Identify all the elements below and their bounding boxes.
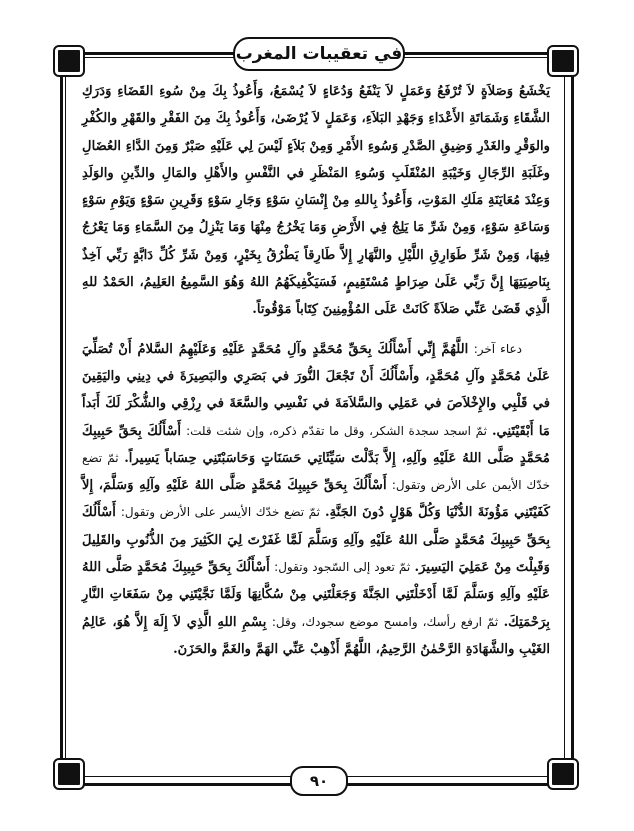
corner-ornament-icon [549, 760, 577, 788]
corner-ornament-icon [55, 47, 83, 75]
paragraph-supplication: يَخْشَعُ وَصَلاَةٍ لاَ تُرْفَعُ وَعَمَلٍ لاَ يَنْفَعُ وَدُعَاءٍ لاَ يُسْمَعُ، وَأَعُوذُ بِكَ مِنْ سُوءِ القَضَاءِ وَدَرَكِ الشَّقَاءِ وَشَمَاتَةِ الأَعْدَاءِ وَجَهْدِ البَلاَءِ، وَعَمَلٍ لاَ يُرْضَىٰ، وَأَعُوذُ بِكَ مِنَ الفَقْرِ والقَهْرِ والكُفْرِ والوَقْرِ والغَدْرِ وَضِيقِ الصَّدْرِ وَسُوءِ الأَمْرِ وَمِنْ بَلاَءٍ لَيْسَ لِي عَلَيْهِ صَبْرٌ وَمِنَ الدَّاءِ العُضَالِ وغَلَبَةِ الرِّجَالِ وَخَيْبَةِ المُنْقَلَبِ وَسُوءِ المَنْظَرِ في النَّفْسِ والأَهْلِ والمَالِ والدِّينِ والوَلَدِ وَعِنْدَ مُعَايَنَةِ مَلَكِ المَوْتِ، وَأَعُوذُ بِاللهِ مِنْ إِنْسَانِ سَوْءٍ وَجَارِ سَوْءٍ وَقَرِينِ سَوْءٍ وَيَوْمِ سَوْءٍ وَسَاعَةِ سَوْءٍ، وَمِنْ شَرِّ مَا يَلِجُ فِي الأَرْضِ وَمَا يَخْرُجُ مِنْهَا وَمَا يَنْزِلُ مِنَ السَّمَاءِ وَمَا يَعْرُجُ فِيهَا، وَمِنْ شَرِّ طَوَارِقِ اللَّيْلِ والنَّهَارِ إِلاَّ طَارِقاً يَطْرُقُ بِخَيْرٍ، وَمِنْ شَرِّ كُلِّ دَابَّةٍ رَبِّي آخِذٌ بِنَاصِيَتِهَا إِنَّ رَبِّي عَلَىٰ صِرَاطٍ مُسْتَقِيمٍ، فَسَيَكْفِيكَهُمُ اللهُ وَهُوَ السَّمِيعُ العَلِيمُ، الحَمْدُ للهِ الَّذِي قَضَىٰ عَنِّي صَلاَةً كَانَتْ عَلَى المُؤْمِنِينَ كِتَاباً مَوْقُوتاً. [82, 84, 550, 318]
page-title [233, 37, 405, 71]
instruction-text: ثمّ تضع خدّك الأيمن على الأرض وتقول: [82, 450, 550, 493]
page-number [290, 766, 348, 796]
supplication-text: أَسْأَلُكَ بِحَقِّ حَبِيبِكَ مُحَمَّدٍ صَلَّى اللهُ عَلَيْهِ وآلِهِ وَسَلَّمَ لَمَّا غَفَرْتَ لِيَ الكَثِيرَ مِنَ الذُّنُوبِ والقَلِيلَ وَقَبِلْتَ مِنْ عَمَلِيَ اليَسِيرَ. [82, 505, 550, 576]
page-number-text: ٩٠ [309, 772, 329, 790]
corner-ornament-icon [549, 47, 577, 75]
supplication-text: أَسْأَلُكَ بِحَقِّ حَبِيبِكَ مُحَمَّدٍ صَلَّى اللهُ عَلَيْهِ وآلِهِ وَسَلَّمَ لَمَّا أَدْخَلْتَنِي الجَنَّةَ وَجَعَلْتَنِي مِنْ سُكَّانِهَا وَلَمَّا نَجَّيْتَنِي مِنْ سَفَعَاتِ النَّارِ بِرَحْمَتِكَ. [82, 560, 550, 630]
supplication-text: بِسْمِ اللهِ الَّذِي لاَ إِلَهَ إِلاَّ هُوَ، عَالِمُ الغَيْبِ والشَّهَادَةِ الرَّحْمٰنُ الرَّحِيمُ، اللَّهُمَّ أَذْهِبْ عَنِّي الهَمَّ والغَمَّ والحَزَنَ. [82, 614, 550, 657]
page-content [82, 78, 550, 663]
paragraph-another-supplication [82, 336, 550, 664]
intro-label: دعاء آخر: [473, 341, 522, 356]
instruction-text: ثمّ اسجد سجدة الشكر، وقل ما تقدّم ذكره، وإن شئت قلت: [186, 423, 487, 438]
instruction-text: ثمّ تعود إلى السّجود وتقول: [274, 560, 411, 575]
corner-ornament-icon [55, 760, 83, 788]
page-title-text: في تعقيبات المغرب [235, 44, 403, 64]
instruction-text: ثمّ ارفع رأسك، وامسح موضع سجودك، وقل: [271, 614, 499, 629]
supplication-text: أَسْأَلُكَ بِحَقِّ حَبِيبِكَ مُحَمَّدٍ صَلَّى اللهُ عَلَيْهِ وآلِهِ وَسَلَّمَ، إِلاَّ كَفَيْتَنِي مَؤُونَةَ الدُّنْيَا وَكُلَّ هَوْلٍ دُونَ الجَنَّةِ. [82, 478, 550, 521]
supplication-text: أَسْأَلُكَ بِحَقِّ حَبِيبِكَ مُحَمَّدٍ صَلَّى اللهُ عَلَيْهِ وآلِهِ، إِلاَّ بَدَّلْتَ سَيِّئَاتِي حَسَنَاتٍ وَحَاسَبْتَنِي حِسَاباً يَسِيراً. [82, 423, 550, 466]
supplication-text: اللَّهُمَّ إِنِّي أَسْأَلُكَ بِحَقِّ مُحَمَّدٍ وآلِ مُحَمَّدٍ عَلَيْهِ وَعَلَيْهِمُ السَّلامُ أَنْ تُصَلِّيَ عَلَىٰ مُحَمَّدٍ وآلِ مُحَمَّدٍ، وأَسْأَلُكَ أَنْ تَجْعَلَ النُّورَ في بَصَرِي والبَصِيرَةَ في دِينِي واليَقِينَ في قَلْبِي والإِخْلاَصَ في عَمَلِي والسَّلاَمَةَ في نَفْسِي والسَّعَةَ في رِزْقِي والشُّكْرَ لَكَ أَبَداً مَا أَبْقَيْتَنِي. [82, 341, 550, 439]
instruction-text: ثمّ تضع خدّك الأيسر على الأرض وتقول: [120, 505, 321, 520]
